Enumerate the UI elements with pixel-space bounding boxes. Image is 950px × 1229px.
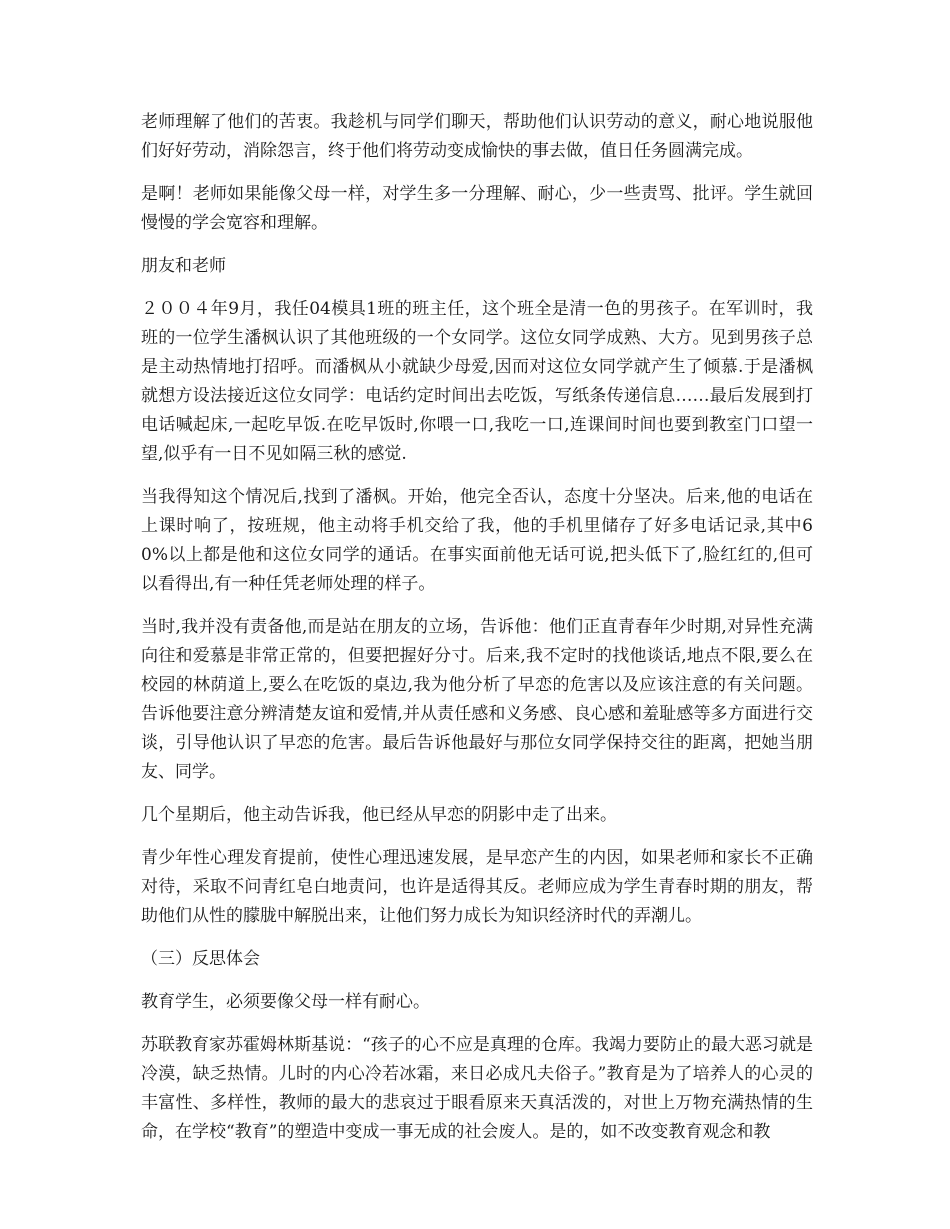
- paragraph-phone-discovery: 当我得知这个情况后,找到了潘枫。开始，他完全否认，态度十分坚决。后来,他的电话在上课时响了，按班规，他主动将手机交给了我，他的手机里储存了好多电话记录,其中60%以上都是他和这位女同学的通话。在事实面前他无话可说,把头低下了,脸红红的,但可以看得出,有一种任凭老师处理的样子。: [141, 487, 813, 594]
- section-heading-reflection: （三）反思体会: [141, 949, 260, 969]
- paragraph-sukhomlinsky-quote: 苏联教育家苏霍姆林斯基说：“孩子的心不应是真理的仓库。我竭力要防止的最大恶习就是冷漠，缺乏热情。儿时的内心冷若冰霜，来日必成凡夫俗子。”教育是为了培养人的心灵的丰富性、多样性，教师的最大的悲哀过于眼看原来天真活泼的，对世上万物充满热情的生命，在学校“教育”的塑造中变成一事无成的社会废人。是的，如不改变教育观念和教: [141, 1035, 813, 1142]
- paragraph-patience: 教育学生，必须要像父母一样有耐心。: [141, 992, 430, 1012]
- paragraph-friend-talk: 当时,我并没有责备他,而是站在朋友的立场，告诉他：他们正直青春年少时期,对异性充满向往和爱慕是非常正常的，但要把握好分寸。后来,我不定时的找他谈话,地点不限,要么在校园的林荫道上,要么在吃饭的桌边,我为他分析了早恋的危害以及应该注意的有关问题。告诉他要注意分辨清楚友谊和爱情,并从责任感和义务感、良心感和羞耻感等多方面进行交谈，引导他认识了早恋的危害。最后告诉他最好与那位女同学保持交往的距离，把她当朋友、同学。: [141, 617, 813, 782]
- paragraph-weeks-later: 几个星期后，他主动告诉我，他已经从早恋的阴影中走了出来。: [141, 805, 617, 825]
- section-heading-friend-teacher: 朋友和老师: [141, 256, 226, 276]
- paragraph-labor-understanding: 老师理解了他们的苦衷。我趁机与同学们聊天，帮助他们认识劳动的意义，耐心地说服他们好好劳动，消除怨言，终于他们将劳动变成愉快的事去做，值日任务圆满完成。: [141, 112, 813, 161]
- paragraph-class-story: ２００４年9月，我任04模具1班的班主任，这个班全是清一色的男孩子。在军训时，我班的一位学生潘枫认识了其他班级的一个女同学。这位女同学成熟、大方。见到男孩子总是主动热情地打招呼。而潘枫从小就缺少母爱,因而对这位女同学就产生了倾慕.于是潘枫就想方设法接近这位女同学：电话约定时间出去吃饭，写纸条传递信息……最后发展到打电话喊起床,一起吃早饭.在吃早饭时,你喂一口,我吃一口,连课间时间也要到教室门口望一望,似乎有一日不见如隔三秋的感觉.: [141, 299, 813, 464]
- paragraph-teacher-parents: 是啊！老师如果能像父母一样，对学生多一分理解、耐心，少一些责骂、批评。学生就回慢慢的学会宽容和理解。: [141, 184, 813, 233]
- document-page: [141, 108, 813, 1161]
- paragraph-adolescent-psychology: 青少年性心理发育提前，使性心理迅速发展，是早恋产生的内因，如果老师和家长不正确对待，采取不问青红皂白地责问，也许是适得其反。老师应成为学生青春时期的朋友，帮助他们从性的朦胧中解脱出来，让他们努力成长为知识经济时代的弄潮儿。: [141, 848, 813, 926]
